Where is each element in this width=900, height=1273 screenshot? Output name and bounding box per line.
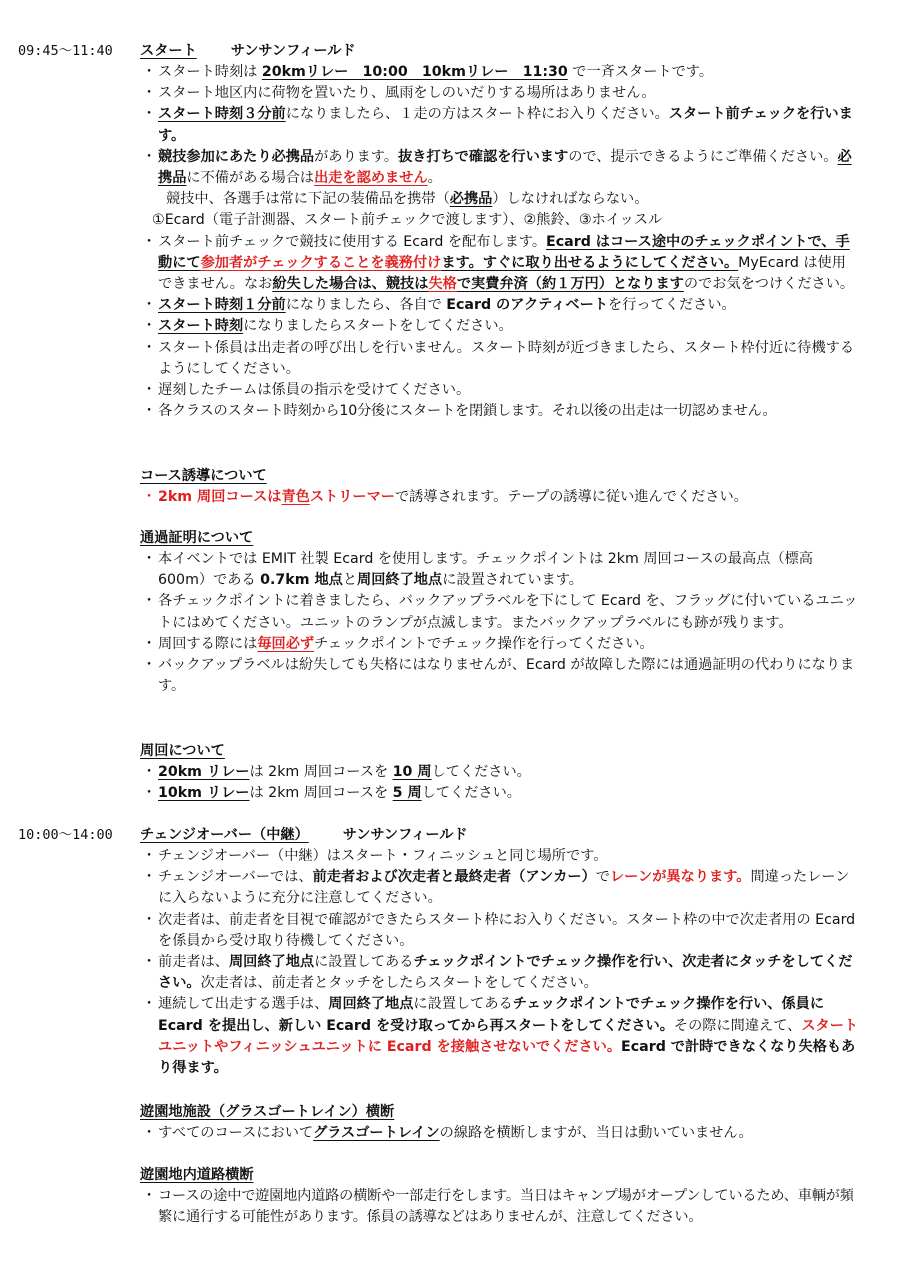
laps-list bbox=[140, 762, 860, 804]
changeover-time-range: 10:00〜14:00 bbox=[18, 827, 113, 843]
course-guide-list bbox=[140, 487, 860, 508]
train-crossing-list bbox=[140, 1123, 860, 1144]
list-item: ・ 10km リレーは 2km 周回コースを 5 周してください。 bbox=[142, 785, 521, 802]
course-guide-title: コース誘導について bbox=[140, 468, 267, 484]
list-item: ・ 連続して出走する選手は、周回終了地点に設置してあるチェックポイントでチェック操作を行い、係員に Ecard を提出し、新しい Ecard を受け取ってから再スタートをしてください。その際に間違えて、スタートユニットやフィニッシュユニットに Ecard を接触させないでください。Ecard で計時できなくなり失格もあり得ます。 bbox=[142, 996, 859, 1077]
passage-proof-title: 通過証明について bbox=[140, 530, 254, 546]
list-item: ・ スタート前チェックで競技に使用する Ecard を配布します。Ecard はコース途中のチェックポイントで、手動にて参加者がチェックすることを義務付けます。すぐに取り出せるようにしてください。MyEcard は使用できません。なお紛失した場合は、競技は失格で実費弁済（約１万円）となりますのでお気をつけください。 bbox=[142, 233, 855, 293]
start-list bbox=[140, 62, 860, 422]
list-item: ・ スタート時刻１分前になりましたら、各自で Ecard のアクティベートを行ってください。 bbox=[142, 297, 736, 314]
list-item: ・ 遅刻したチームは係員の指示を受けてください。 bbox=[142, 382, 471, 399]
start-place: サンサンフィールド bbox=[230, 43, 356, 59]
list-item: ・ スタート係員は出走者の呼び出しを行いません。スタート時刻が近づきましたら、スタート枠付近に待機するようにしてください。 bbox=[142, 339, 855, 377]
list-item: ・ スタート時刻になりましたらスタートをしてください。 bbox=[142, 318, 513, 335]
list-item: ・ 前走者は、周回終了地点に設置してあるチェックポイントでチェック操作を行い、次走者にタッチをしてください。次走者は、前走者とタッチをしたらスタートをしてください。 bbox=[142, 954, 853, 992]
changeover-place: サンサンフィールド bbox=[342, 827, 468, 843]
list-item: ・ 2km 周回コースは青色ストリーマーで誘導されます。テープの誘導に従い進んでください。 bbox=[142, 489, 748, 505]
list-item: ・ スタート時刻は 20kmリレー 10:00 10kmリレー 11:30 で一斉スタートです。 bbox=[142, 64, 714, 80]
list-item: ・ 周回する際には毎回必ずチェックポイントでチェック操作を行ってください。 bbox=[142, 635, 654, 652]
list-item: ・ 次走者は、前走者を目視で確認ができたらスタート枠にお入りください。スタート枠の中で次走者用の Ecard を係員から受け取り待機してください。 bbox=[142, 911, 856, 949]
passage-proof-list bbox=[140, 549, 860, 697]
list-item: ・ 各チェックポイントに着きましたら、バックアップラベルを下にして Ecard を、フラッグに付いているユニットにはめてください。ユニットのランプが点滅します。またバックアップラベルにも跡が残ります。 bbox=[142, 593, 858, 631]
list-item: ・ スタート時刻３分前になりましたら、１走の方はスタート枠にお入りください。スタート前チェックを行います。 bbox=[142, 106, 853, 144]
list-item: ・ チェンジオーバー（中継）はスタート・フィニッシュと同じ場所です。 bbox=[142, 848, 608, 864]
list-item: ・ チェンジオーバーでは、前走者および次走者と最終走者（アンカー）でレーンが異なります。間違ったレーンに入らないように充分に注意してください。 bbox=[142, 869, 850, 907]
road-crossing-list bbox=[140, 1186, 860, 1228]
road-crossing-title: 遊園地内道路横断 bbox=[140, 1167, 254, 1183]
list-item: ・ 競技参加にあたり必携品があります。抜き打ちで確認を行いますので、提示できるようにご準備ください。必携品に不備がある場合は出走を認めません。 bbox=[142, 148, 852, 187]
changeover-heading bbox=[140, 824, 468, 846]
changeover-list bbox=[140, 846, 860, 1079]
list-item: ・ 各クラスのスタート時刻から10分後にスタートを閉鎖します。それ以後の出走は一切認めません。 bbox=[142, 403, 777, 420]
list-item: ①Ecard（電子計測器、スタート前チェックで渡します）、②熊鈴、③ホイッスル bbox=[152, 212, 663, 229]
list-item: ・ コースの途中で遊園地内道路の横断や一部走行をします。当日はキャンプ場がオープンしているため、車輌が頻繁に通行する可能性があります。係員の誘導などはありませんが、注意してください。 bbox=[142, 1188, 854, 1226]
start-title: スタート bbox=[140, 43, 197, 59]
start-time-range: 09:45〜11:40 bbox=[18, 43, 113, 59]
list-item: ・ スタート地区内に荷物を置いたり、風雨をしのいだりする場所はありません。 bbox=[142, 85, 656, 102]
list-item: ・ バックアップラベルは紛失しても失格にはなりませんが、Ecard が故障した際には通過証明の代わりになります。 bbox=[142, 657, 855, 695]
list-item: 競技中、各選手は常に下記の装備品を携帯（必携品）しなければならない。 bbox=[166, 191, 649, 208]
laps-title: 周回について bbox=[140, 743, 225, 759]
start-heading bbox=[140, 40, 356, 62]
list-item: ・ 本イベントでは EMIT 社製 Ecard を使用します。チェックポイントは 2km 周回コースの最高点（標高 600m）である 0.7km 地点と周回終了地点に設置されています。 bbox=[142, 551, 813, 589]
list-item: ・ 20km リレーは 2km 周回コースを 10 周してください。 bbox=[142, 764, 531, 780]
list-item: ・ すべてのコースにおいてグラスゴートレインの線路を横断しますが、当日は動いていません。 bbox=[142, 1125, 753, 1141]
train-crossing-title: 遊園地施設（グラスゴートレイン）横断 bbox=[140, 1104, 395, 1120]
changeover-title: チェンジオーバー（中継） bbox=[140, 827, 309, 843]
